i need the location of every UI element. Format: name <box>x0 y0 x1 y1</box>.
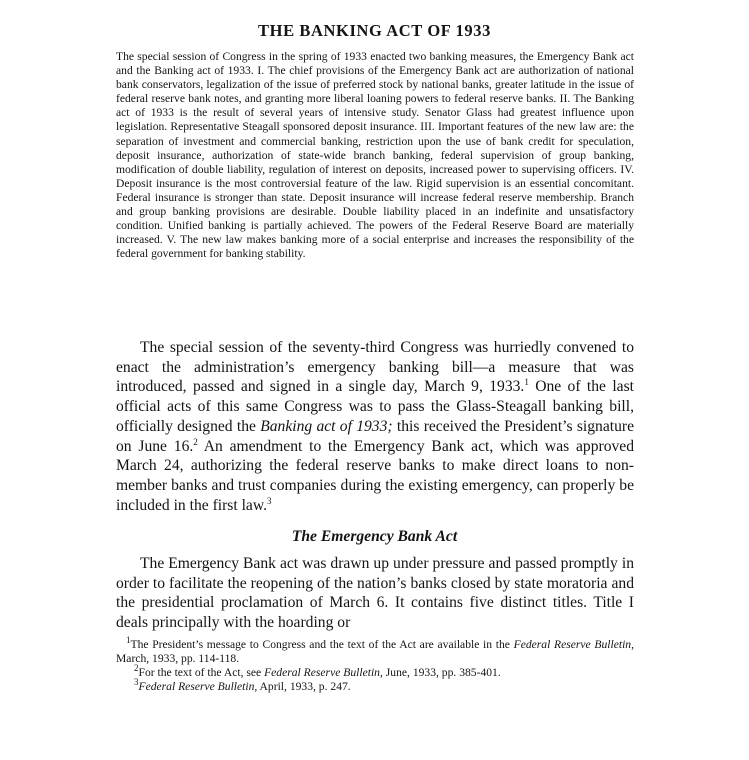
abstract-section-1: I. The chief provisions of the Emergency Bank act are authorization of national bank conservators, legalization of the issue of preferred stock by national banks, greater latitude in the issue of federal reserve bank notes, and granting more liberal loaning powers to federal reserve banks. <box>116 64 634 106</box>
footnote-journal: Federal Reserve Bulletin, <box>264 666 383 680</box>
footnote-3 <box>116 677 634 694</box>
article-abstract <box>116 50 634 261</box>
footnote-1 <box>116 635 635 666</box>
intro-text-part-4: An amendment to the Emergency Bank act, which was approved March 24, authorizing the federal reserve banks to make direct loans to non-member banks and trust companies during the existing emergency, can properly be included in the first law. <box>116 437 635 514</box>
footnote-text: The President’s message to Congress and the text of the Act are available in the <box>130 638 514 651</box>
footnote-text: For the text of the Act, see <box>138 666 265 680</box>
abstract-section-2: II. The Banking act of 1933 is the result of several years of intensive study. Senator Glass had greatest influence upon legislation. Representative Steagall sponsored deposit insurance. <box>116 92 634 134</box>
act-name-italic: Banking act of 1933; <box>260 417 393 435</box>
abstract-section-5: V. The new law makes banking more of a social enterprise and increases the responsibility of the federal government for banking stability. <box>116 233 634 261</box>
abstract-section-3: III. Important features of the new law are: the separation of investment and commercial banking, restriction upon the use of bank credit for speculation, deposit insurance, authorization of state-wide branch banking, federal supervision of group banking, modification of double liability, regulation of interest on deposits, increased power to supervising officers. <box>116 120 634 176</box>
intro-text-part-2: One of the last official acts of this same Congress was to pass the Glass-Steagall banking bill, officially designed the <box>116 378 634 435</box>
footnotes <box>116 635 635 694</box>
footnote-ref-2: 2 <box>193 436 198 447</box>
footnote-mark: 2 <box>134 663 139 674</box>
footnote-citation: June, 1933, pp. 385-401. <box>382 666 501 680</box>
footnote-citation: March, 1933, pp. 114-118. <box>116 652 240 666</box>
footnote-journal: Federal Reserve Bulletin, <box>138 680 258 694</box>
intro-text-part-3: this received the President’s signature on June 16. <box>116 417 634 455</box>
abstract-intro: The special session of Congress in the spring of 1933 enacted two banking measures, the Emergency Bank act and the Banking act of 1933. <box>116 50 634 78</box>
abstract-section-4: IV. Deposit insurance is the most controversial feature of the law. Rigid supervision is an essential concomitant. Federal insurance is stronger than state. Deposit insurance will increase federal reserve membership. Branch and group banking provisions are desirable. Double liability placed in an indefinite and unsatisfactory condition. Unified banking is partially achieved. The powers of the Federal Reserve Board are materially increased. <box>116 162 634 247</box>
footnote-ref-1: 1 <box>524 377 529 388</box>
footnote-ref-3: 3 <box>267 495 272 506</box>
article-title: THE BANKING ACT OF 1933 <box>258 21 491 40</box>
footnote-mark: 1 <box>126 635 131 646</box>
emergency-act-paragraph: The Emergency Bank act was drawn up under pressure and passed promptly in order to facilitate the reopening of the nation’s banks closed by state moratoria and the presidential proclamation of March 6. It contains five distinct titles. Title I deals principally with the hoarding or <box>116 555 634 632</box>
footnote-mark: 3 <box>134 677 139 688</box>
intro-text-part-1: The special session of the seventy-third Congress was hurriedly convened to enact the administration’s emergency banking bill—a measure that was introduced, passed and signed in a single day, March 9, 1933. <box>116 339 634 396</box>
footnote-citation: April, 1933, p. 247. <box>257 680 351 694</box>
footnote-2 <box>116 663 634 680</box>
footnote-journal: Federal Reserve Bulletin, <box>513 638 635 651</box>
section-heading: The Emergency Bank Act <box>291 528 458 545</box>
intro-paragraph <box>116 338 634 515</box>
